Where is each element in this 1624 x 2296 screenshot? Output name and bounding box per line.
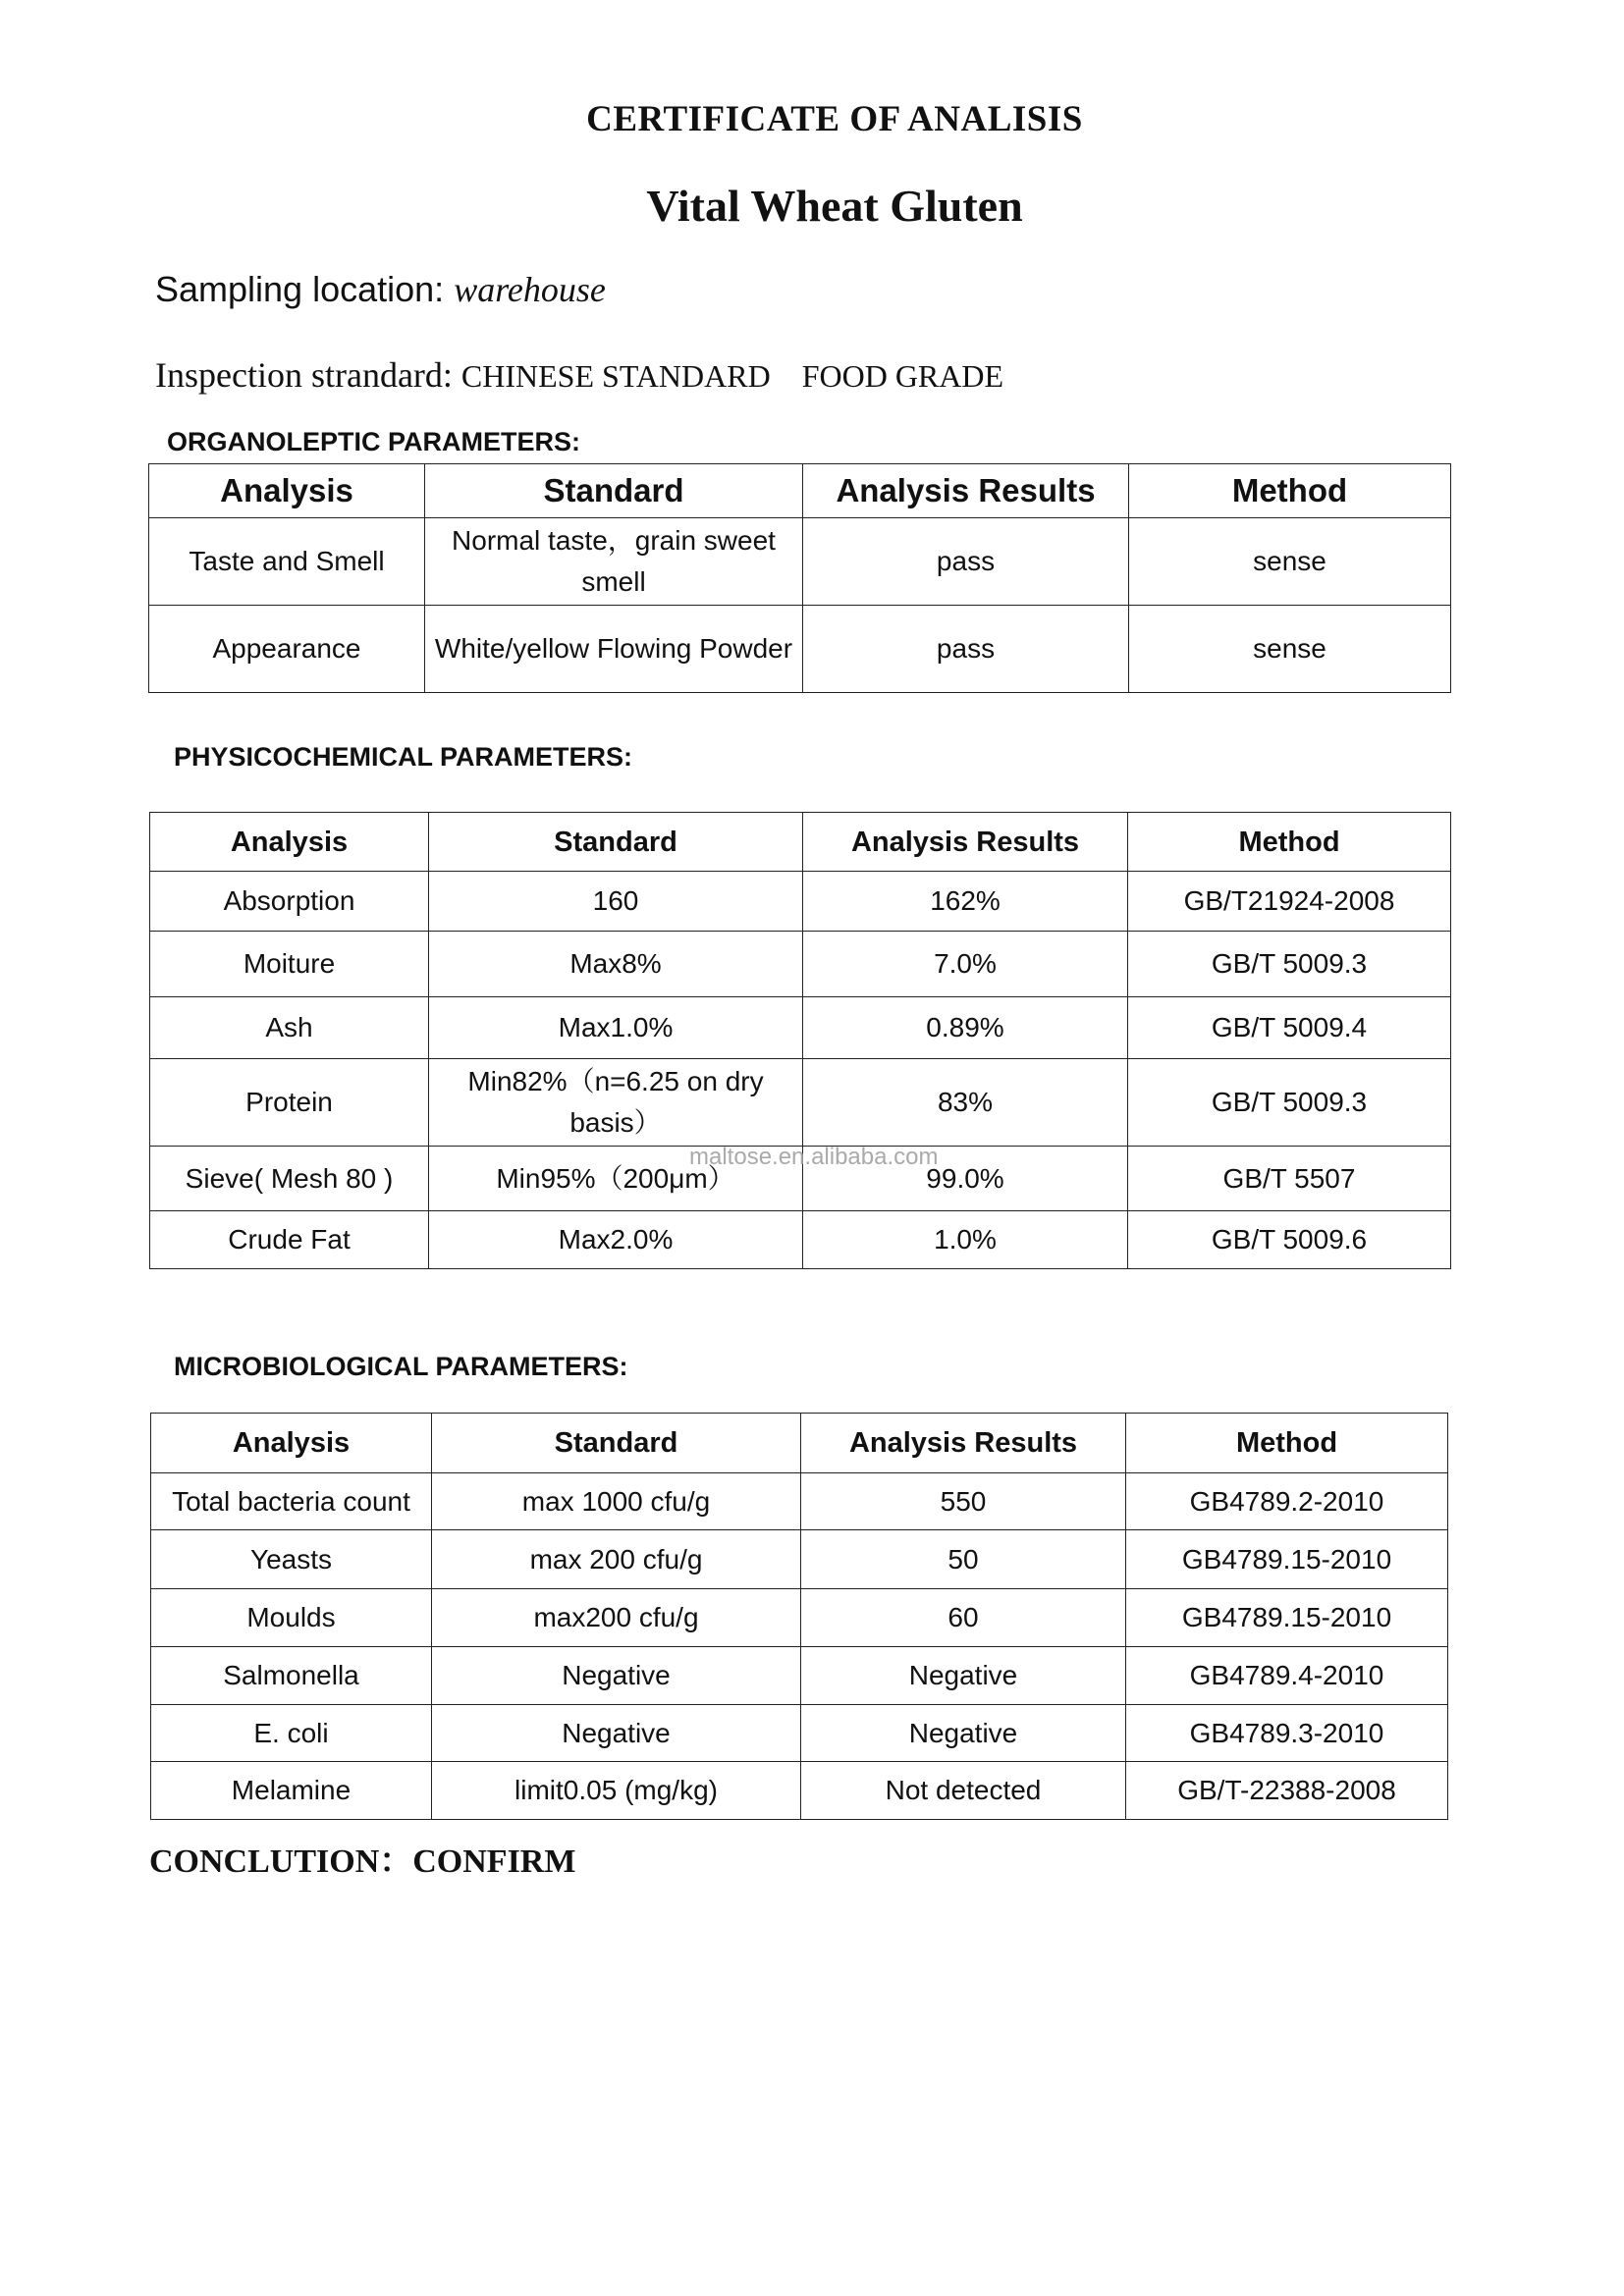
table-row: [150, 997, 1451, 1059]
table-cell: pass: [803, 518, 1129, 606]
table-cell: Normal taste，grain sweet smell: [425, 518, 803, 606]
column-header: Standard: [425, 464, 803, 518]
table-cell: Max2.0%: [429, 1211, 803, 1269]
column-header: Analysis: [151, 1414, 432, 1473]
table-cell: 60: [801, 1589, 1126, 1647]
table-row: [149, 606, 1451, 693]
column-header: Analysis: [150, 813, 429, 872]
table-cell: Not detected: [801, 1762, 1126, 1820]
header-row: [151, 1414, 1448, 1473]
sampling-label: Sampling location:: [155, 269, 445, 309]
table-cell: Melamine: [151, 1762, 432, 1820]
table-cell: Protein: [150, 1059, 429, 1147]
microbiological-title: MICROBIOLOGICAL PARAMETERS:: [174, 1352, 628, 1381]
column-header: Analysis Results: [803, 464, 1129, 518]
table-cell: Negative: [432, 1647, 801, 1705]
physicochemical-table: [149, 812, 1451, 1269]
table-cell: Ash: [150, 997, 429, 1059]
organoleptic-table: [148, 463, 1451, 693]
table-cell: Taste and Smell: [149, 518, 425, 606]
table-cell: max 200 cfu/g: [432, 1530, 801, 1589]
column-header: Method: [1129, 464, 1451, 518]
header-row: [150, 813, 1451, 872]
column-header: Standard: [432, 1414, 801, 1473]
table-cell: GB/T 5009.3: [1128, 932, 1451, 997]
table-cell: GB/T-22388-2008: [1126, 1762, 1448, 1820]
table-cell: pass: [803, 606, 1129, 693]
table-cell: Appearance: [149, 606, 425, 693]
table-cell: Crude Fat: [150, 1211, 429, 1269]
table-cell: Moulds: [151, 1589, 432, 1647]
table-cell: Absorption: [150, 872, 429, 932]
column-header: Analysis Results: [801, 1414, 1126, 1473]
table-cell: Negative: [432, 1705, 801, 1762]
table-cell: GB4789.3-2010: [1126, 1705, 1448, 1762]
table-row: [150, 1211, 1451, 1269]
table-cell: Max8%: [429, 932, 803, 997]
table-row: [150, 1059, 1451, 1147]
column-header: Method: [1126, 1414, 1448, 1473]
table-cell: max 1000 cfu/g: [432, 1473, 801, 1530]
table-cell: 99.0%: [803, 1147, 1128, 1211]
table-cell: Min95%（200μm）: [429, 1147, 803, 1211]
table-row: [151, 1589, 1448, 1647]
column-header: Method: [1128, 813, 1451, 872]
table-cell: 160: [429, 872, 803, 932]
table-cell: Total bacteria count: [151, 1473, 432, 1530]
table-cell: Salmonella: [151, 1647, 432, 1705]
table-cell: White/yellow Flowing Powder: [425, 606, 803, 693]
column-header: Analysis Results: [803, 813, 1128, 872]
table-cell: 7.0%: [803, 932, 1128, 997]
organoleptic-title: ORGANOLEPTIC PARAMETERS:: [167, 427, 581, 456]
table-cell: 83%: [803, 1059, 1128, 1147]
table-cell: GB/T 5507: [1128, 1147, 1451, 1211]
inspection-value: CHINESE STANDARD FOOD GRADE: [460, 358, 1004, 394]
table-cell: sense: [1129, 606, 1451, 693]
table-cell: E. coli: [151, 1705, 432, 1762]
table-cell: GB4789.4-2010: [1126, 1647, 1448, 1705]
table-row: [151, 1473, 1448, 1530]
table-cell: sense: [1129, 518, 1451, 606]
header-row: [149, 464, 1451, 518]
document-title: CERTIFICATE OF ANALISIS: [586, 99, 1083, 139]
conclusion: CONCLUTION：CONFIRM: [149, 1843, 576, 1880]
table-cell: 162%: [803, 872, 1128, 932]
table-row: [151, 1530, 1448, 1589]
table-cell: Negative: [801, 1647, 1126, 1705]
table-cell: GB4789.2-2010: [1126, 1473, 1448, 1530]
table-row: [150, 932, 1451, 997]
column-header: Standard: [429, 813, 803, 872]
table-cell: 550: [801, 1473, 1126, 1530]
physicochemical-title: PHYSICOCHEMICAL PARAMETERS:: [174, 742, 633, 772]
table-cell: GB4789.15-2010: [1126, 1530, 1448, 1589]
table-cell: 0.89%: [803, 997, 1128, 1059]
table-cell: Yeasts: [151, 1530, 432, 1589]
inspection-label: Inspection strandard:: [155, 355, 453, 395]
table-cell: 50: [801, 1530, 1126, 1589]
table-cell: Negative: [801, 1705, 1126, 1762]
table-cell: limit0.05 (mg/kg): [432, 1762, 801, 1820]
table-cell: max200 cfu/g: [432, 1589, 801, 1647]
product-name: Vital Wheat Gluten: [646, 181, 1023, 231]
table-cell: GB/T 5009.3: [1128, 1059, 1451, 1147]
table-cell: Max1.0%: [429, 997, 803, 1059]
table-cell: GB4789.15-2010: [1126, 1589, 1448, 1647]
table-row: [151, 1762, 1448, 1820]
table-row: [151, 1705, 1448, 1762]
table-cell: GB/T 5009.6: [1128, 1211, 1451, 1269]
table-row: [150, 872, 1451, 932]
table-cell: Min82%（n=6.25 on dry basis）: [429, 1059, 803, 1147]
table-cell: GB/T 5009.4: [1128, 997, 1451, 1059]
sampling-value: warehouse: [454, 270, 606, 309]
microbiological-table: [150, 1413, 1448, 1820]
table-cell: 1.0%: [803, 1211, 1128, 1269]
sampling-location: [155, 269, 606, 310]
table-row: [149, 518, 1451, 606]
inspection-standard: [155, 354, 1003, 396]
column-header: Analysis: [149, 464, 425, 518]
table-cell: Moiture: [150, 932, 429, 997]
watermark: maltose.en.alibaba.com: [689, 1144, 939, 1170]
table-cell: GB/T21924-2008: [1128, 872, 1451, 932]
table-cell: Sieve( Mesh 80 ): [150, 1147, 429, 1211]
table-row: [151, 1647, 1448, 1705]
